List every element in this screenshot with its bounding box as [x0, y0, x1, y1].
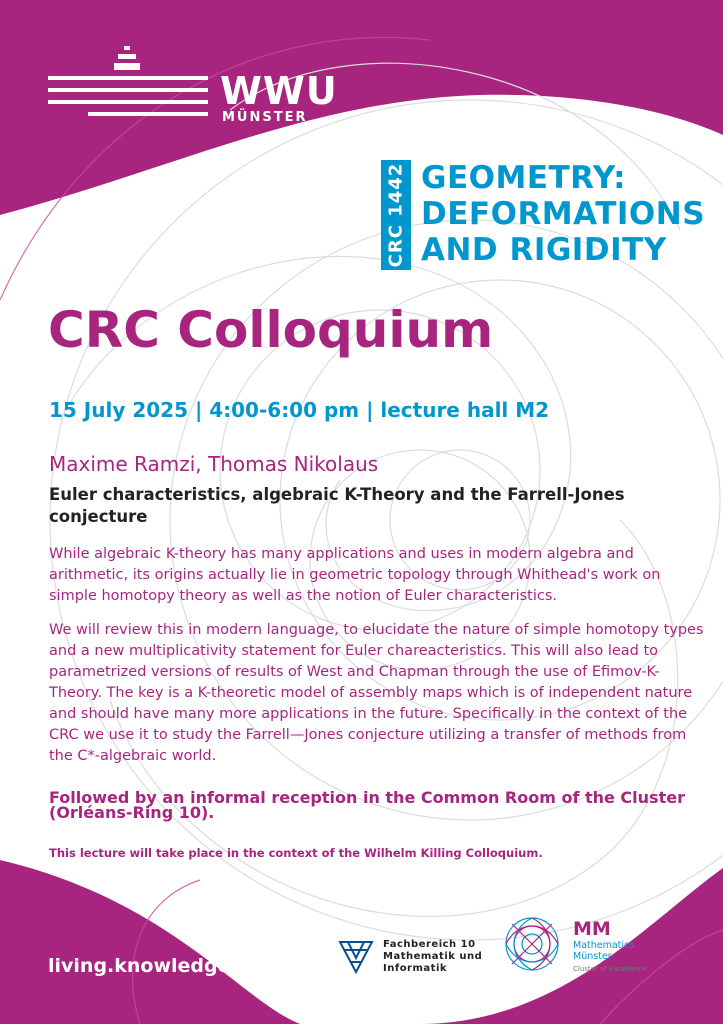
crc-title-line: GEOMETRY:: [421, 160, 626, 196]
faculty-logo-text: [383, 939, 482, 975]
slogan: living.knowledge: [48, 955, 231, 977]
abstract-paragraph: While algebraic K-theory has many applications and uses in modern algebra and arithmetic, its origins actually lie in geometric topology through Whithead's work on simple homotopy theory as well as the notion of Euler characteristics.: [49, 546, 661, 604]
page-title: CRC Colloquium: [48, 301, 494, 359]
crc-title: [421, 160, 705, 268]
mm-logo-text: MM: [573, 918, 611, 940]
faculty-line: Informatik: [383, 963, 448, 974]
wwu-logo-city: MÜNSTER: [222, 110, 308, 125]
faculty-logo-icon: [338, 938, 374, 976]
mm-logo-lines: [573, 940, 634, 962]
reception-note: Followed by an informal reception in the Common Room of the Cluster (Orléans-Ring 10).: [49, 788, 685, 822]
wwu-logo-name: WWU: [220, 69, 338, 113]
crc-badge-text: CRC 1442: [385, 162, 407, 268]
crc-title-line: DEFORMATIONS: [421, 196, 706, 232]
faculty-line: Mathematik und: [383, 951, 483, 962]
mathematics-munster-logo-icon: [498, 910, 566, 978]
talk-title: Euler characteristics, algebraic K-Theory and the Farrell-Jones conjecture: [49, 485, 625, 526]
mm-tagline: Cluster of Excellence: [573, 965, 647, 973]
mm-line: Münster: [573, 951, 612, 962]
wwu-logo-icon: [48, 46, 208, 126]
mm-line: Mathematics: [573, 940, 635, 951]
colloquium-note: This lecture will take place in the context of the Wilhelm Killing Colloquium.: [49, 846, 543, 860]
crc-title-line: AND RIGIDITY: [421, 232, 667, 268]
abstract-paragraph: We will review this in modern language, to elucidate the nature of simple homotopy types and a new multiplicativity statement for Euler chareacteristics. This will also lead to parametrized versions of results of West and Chapman through the use of Efimov-K-Theory. The key is a K-theoretic model of assembly maps which is of independent nature and should have many more applications in the future. Specifically in the context of the CRC we use it to study the Farrell—Jones conjecture utilizing a transfer of methods from the C*-algebraic world.: [49, 622, 704, 764]
crc-badge: [381, 160, 411, 270]
event-dateline: 15 July 2025 | 4:00-6:00 pm | lecture hall M2: [49, 398, 550, 422]
faculty-line: Fachbereich 10: [383, 939, 476, 950]
speakers: Maxime Ramzi, Thomas Nikolaus: [49, 452, 379, 476]
